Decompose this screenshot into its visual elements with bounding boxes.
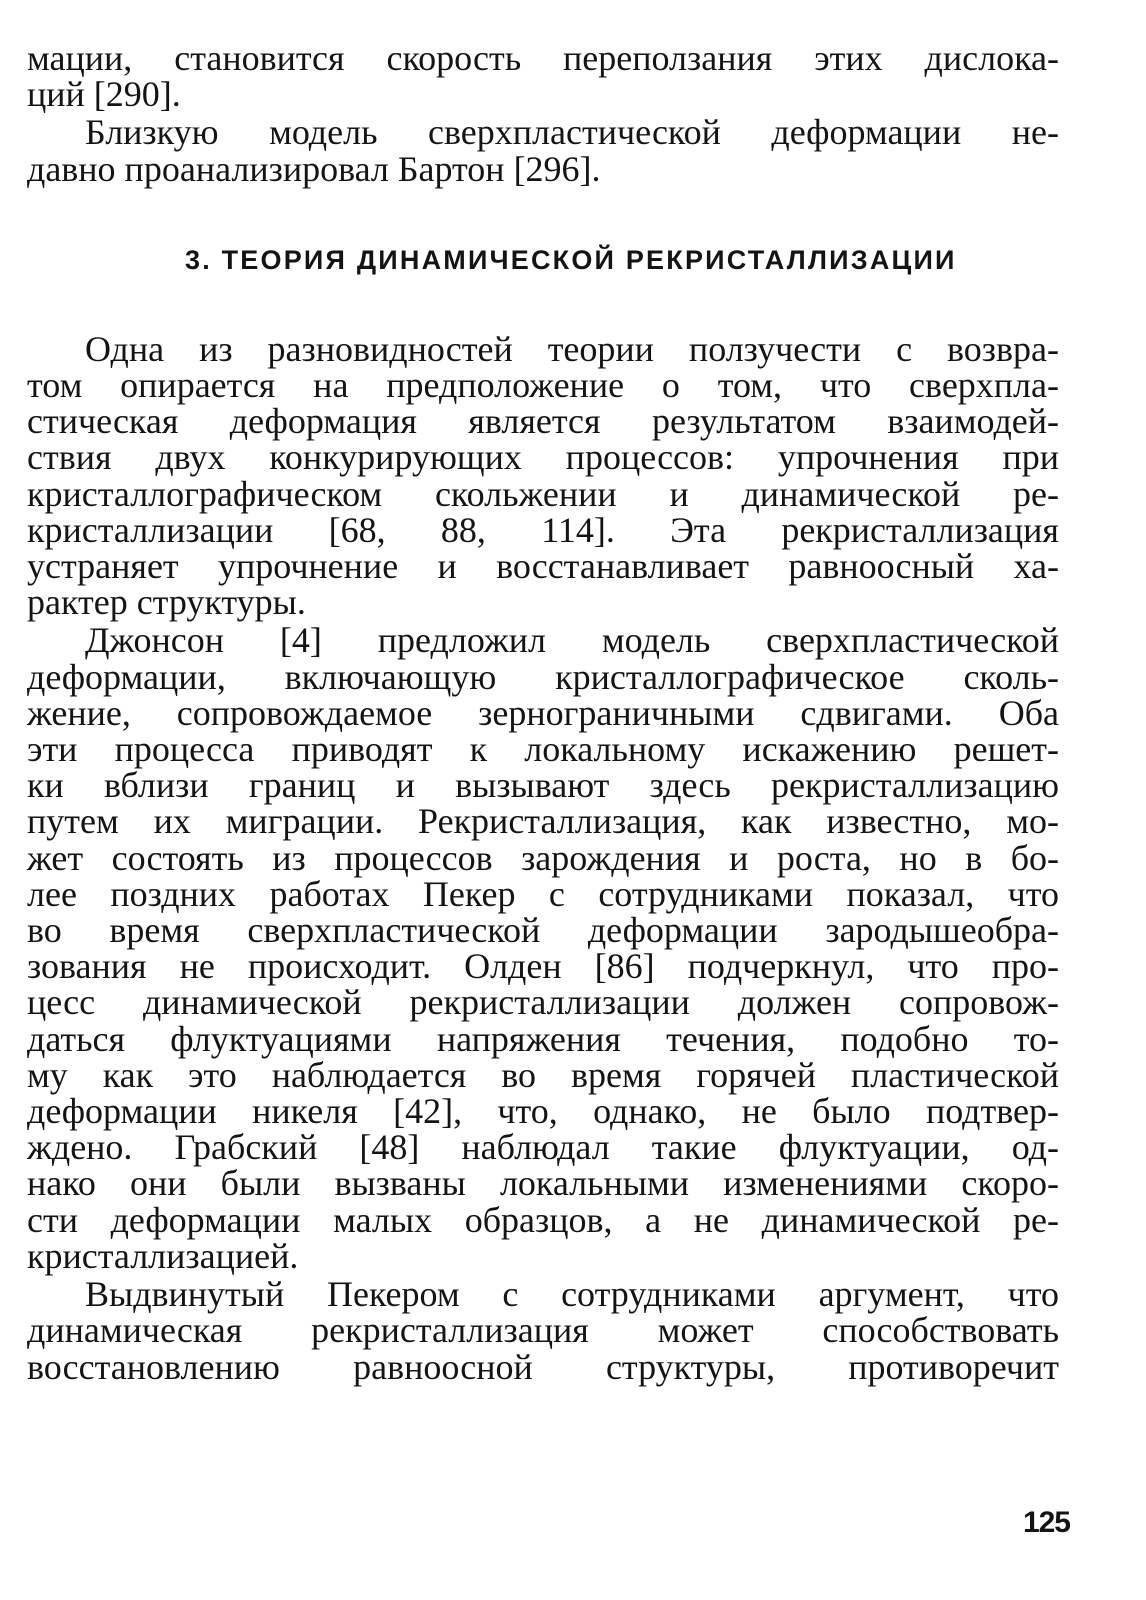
text-line: цесс динамической рекристаллизации должен сопровож- — [27, 982, 1059, 1023]
text-line: жет состоять из процессов зарождения и роста, но в бо- — [27, 837, 1059, 878]
body-paragraph-1 — [27, 328, 1059, 623]
body-paragraph-2 — [27, 622, 1059, 1274]
text-line: во время сверхпластической деформации зародышеобра- — [27, 910, 1059, 951]
text-line: кристаллизации [68, 88, 114]. Эта рекристаллизация — [27, 509, 1059, 550]
book-page — [27, 40, 1059, 1385]
text-line: кристаллографическом скольжении и динамической ре- — [27, 473, 1059, 514]
text-line: ций [290]. — [27, 74, 181, 115]
text-line: эти процесса приводят к локальному искажению решет- — [27, 729, 1059, 770]
body-paragraph-3 — [27, 1276, 1059, 1385]
text-line: деформации никеля [42], что, однако, не было подтвер- — [27, 1091, 1059, 1132]
text-line: сти деформации малых образцов, а не динамической ре- — [27, 1199, 1059, 1240]
text-line: Одна из разновидностей теории ползучести с возвра- — [85, 328, 1059, 369]
text-line: давно проанализировал Бартон [296]. — [27, 148, 601, 189]
text-line: ствия двух конкурирующих процессов: упрочнения при — [27, 437, 1059, 478]
intro-paragraph-2 — [27, 112, 1059, 189]
text-line: устраняет упрочнение и восстанавливает равноосный ха- — [27, 546, 1059, 587]
page-number: 125 — [1022, 1506, 1070, 1539]
text-line: стическая деформация является результатом взаимодей- — [27, 401, 1059, 442]
text-line: мации, становится скорость переползания этих дислока- — [27, 38, 1059, 78]
text-line: лее поздних работах Пекер с сотрудниками показал, что — [27, 873, 1059, 914]
text-line: рактер структуры. — [27, 582, 306, 623]
text-line: динамическая рекристаллизация может способствовать — [27, 1310, 1059, 1351]
text-line: жение, сопровождаемое зернограничными сдвигами. Оба — [27, 692, 1059, 733]
intro-paragraph-1 — [27, 38, 1059, 115]
text-line: том опирается на предположение о том, что сверхпла- — [27, 365, 1059, 406]
text-line: ждено. Грабский [48] наблюдал такие флуктуации, од- — [27, 1127, 1059, 1168]
text-line: нако они были вызваны локальными изменениями скоро- — [27, 1163, 1059, 1204]
text-line: Выдвинутый Пекером с сотрудниками аргумент, что — [85, 1274, 1059, 1315]
text-line: Джонсон [4] предложил модель сверхпластической — [85, 620, 1059, 661]
text-line: му как это наблюдается во время горячей пластической — [27, 1054, 1059, 1095]
text-line: ки вблизи границ и вызывают здесь рекристаллизацию — [27, 765, 1059, 806]
text-line: путем их миграции. Рекристаллизация, как известно, мо- — [27, 801, 1059, 842]
text-line: зования не происходит. Олден [86] подчеркнул, что про- — [27, 946, 1059, 987]
section-heading: 3. ТЕОРИЯ ДИНАМИЧЕСКОЙ РЕКРИСТАЛЛИЗАЦИИ — [185, 244, 957, 275]
text-line: Близкую модель сверхпластической деформации не- — [85, 112, 1059, 153]
text-line: кристаллизацией. — [27, 1235, 299, 1276]
text-line: деформации, включающую кристаллографическое сколь- — [27, 656, 1059, 697]
text-line: даться флуктуациями напряжения течения, подобно то- — [27, 1018, 1059, 1059]
text-line: восстановлению равноосной структуры, противоречит — [27, 1346, 1059, 1387]
